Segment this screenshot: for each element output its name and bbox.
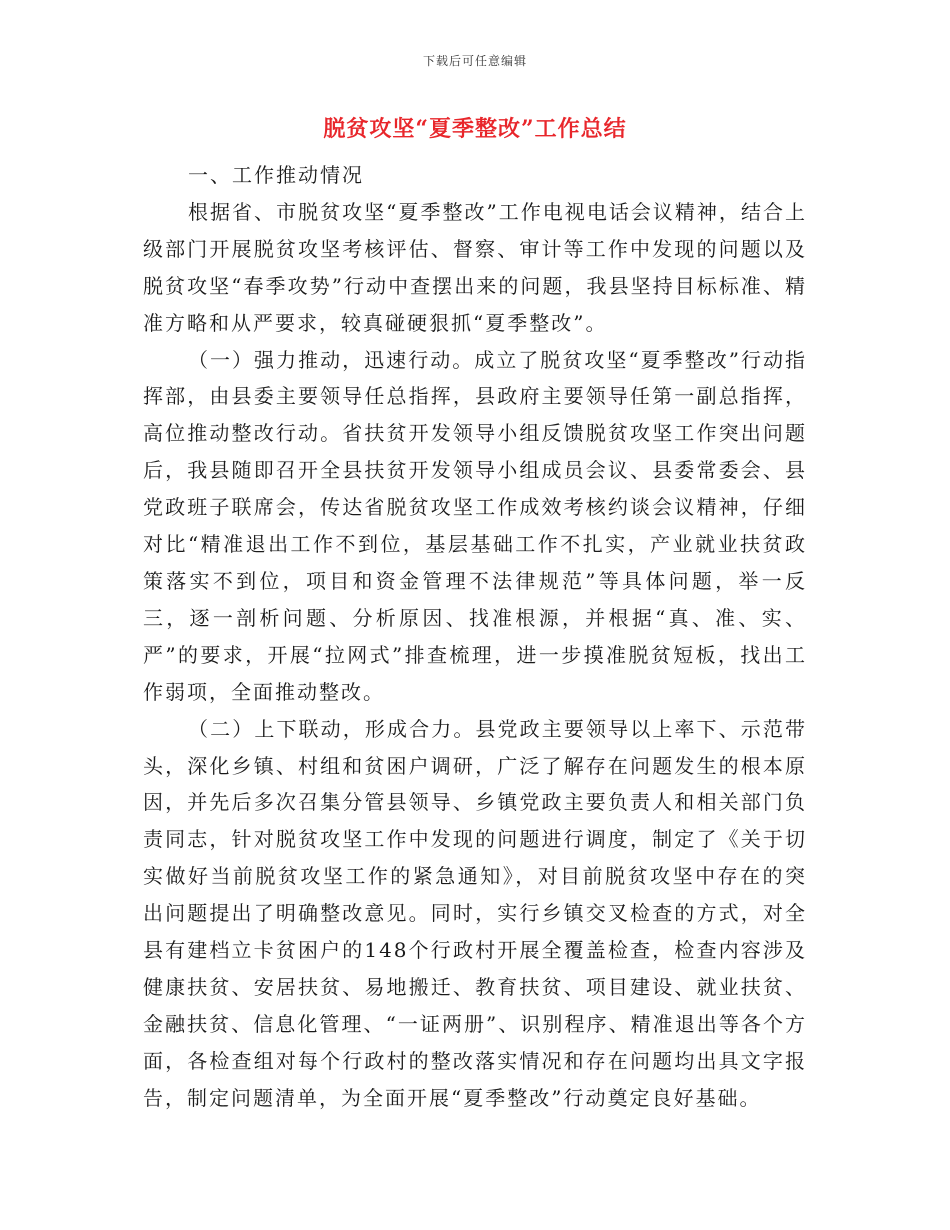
document-title: 脱贫攻坚“夏季整改”工作总结 — [323, 116, 627, 142]
paragraph-intro: 根据省、市脱贫攻坚“夏季整改”工作电视电话会议精神，结合上级部门开展脱贫攻坚考核评估、督察、审计等工作中发现的问题以及脱贫攻坚“春季攻势”行动中查摆出来的问题，我县坚持目标标准、精准方略和从严要求，较真碰硬狠抓“夏季整改”。 — [143, 199, 807, 335]
paragraph-2: （二）上下联动，形成合力。县党政主要领导以上率下、示范带头，深化乡镇、村组和贫困户调研，广泛了解存在问题发生的根本原因，并先后多次召集分管县领导、乡镇党政主要负责人和相关部门负责同志，针对脱贫攻坚工作中发现的问题进行调度，制定了《关于切实做好当前脱贫攻坚工作的紧急通知》，对目前脱贫攻坚中存在的突出问题提出了明确整改意见。同时，实行乡镇交叉检查的方式，对全县有建档立卡贫困户的148个行政村开展全覆盖检查，检查内容涉及健康扶贫、安居扶贫、易地搬迁、教育扶贫、项目建设、就业扶贫、金融扶贫、信息化管理、“一证两册”、识别程序、精准退出等各个方面，各检查组对每个行政村的整改落实情况和存在问题均出具文字报告，制定问题清单，为全面开展“夏季整改”行动奠定良好基础。 — [143, 716, 807, 1110]
section-heading: 一、工作推动情况 — [188, 163, 364, 187]
page-header-note: 下载后可任意编辑 — [422, 54, 527, 68]
document-body — [143, 157, 807, 1117]
paragraph-1: （一）强力推动，迅速行动。成立了脱贫攻坚“夏季整改”行动指挥部，由县委主要领导任总指挥，县政府主要领导任第一副总指挥，高位推动整改行动。省扶贫开发领导小组反馈脱贫攻坚工作突出问题后，我县随即召开全县扶贫开发领导小组成员会议、县委常委会、县党政班子联席会，传达省脱贫攻坚工作成效考核约谈会议精神，仔细对比“精准退出工作不到位，基层基础工作不扎实，产业就业扶贫政策落实不到位，项目和资金管理不法律规范”等具体问题，举一反三，逐一剖析问题、分析原因、找准根源，并根据“真、准、实、严”的要求，开展“拉网式”排查梳理，进一步摸准脱贫短板，找出工作弱项，全面推动整改。 — [143, 347, 807, 704]
